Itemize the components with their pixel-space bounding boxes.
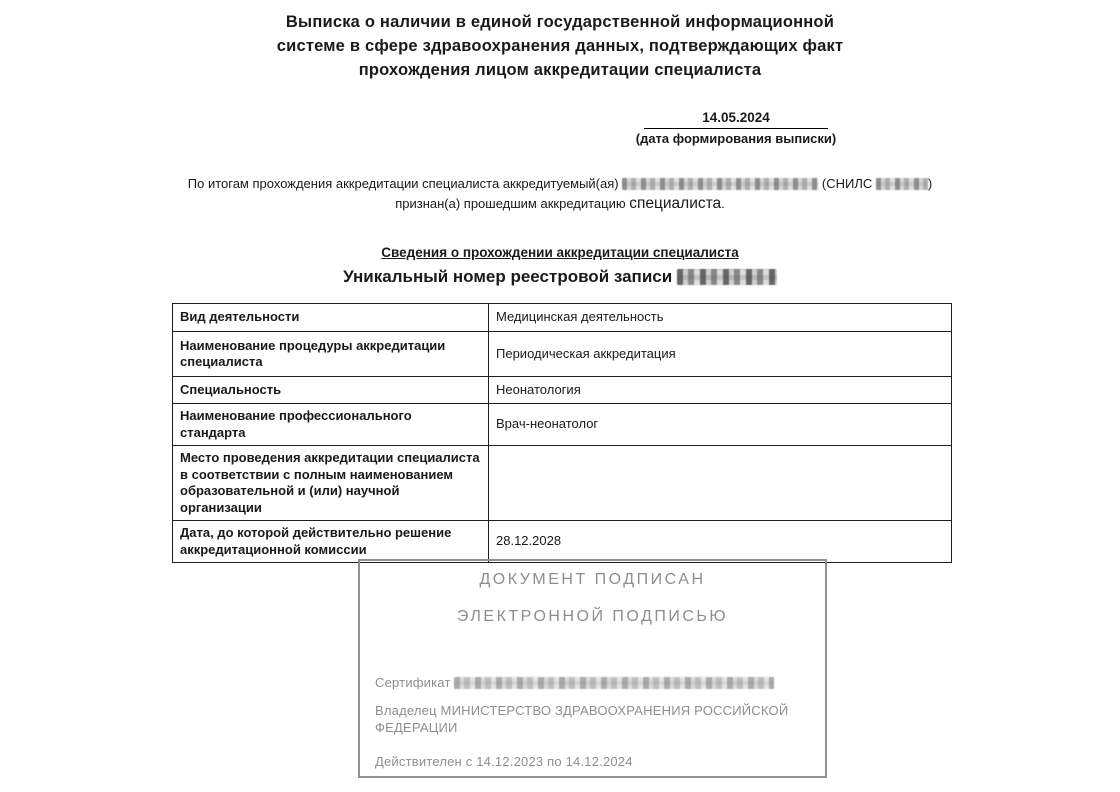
title-line-3: прохождения лицом аккредитации специалиста — [358, 61, 762, 79]
redacted-registry-number — [677, 269, 777, 285]
snils-close-paren: ) — [927, 176, 933, 191]
snils-label: (СНИЛС — [821, 176, 873, 191]
extract-date-block — [586, 110, 886, 146]
table-row — [173, 377, 952, 404]
certificate-owner: Владелец МИНИСТЕРСТВО ЗДРАВООХРАНЕНИЯ РОССИЙСКОЙ ФЕДЕРАЦИИ — [375, 703, 789, 735]
table-row — [173, 446, 952, 521]
certificate-line — [375, 675, 774, 690]
registry-number-line — [0, 267, 1120, 287]
signature-title-line-2: ЭЛЕКТРОННОЙ ПОДПИСЬЮ — [456, 608, 729, 625]
document-title — [0, 10, 1120, 82]
row-label: Дата, до которой действительно решение аккредитационной комиссии — [173, 521, 489, 563]
row-label: Специальность — [173, 377, 489, 404]
intro-specialist-emphasis: специалиста — [629, 195, 722, 212]
row-label: Место проведения аккредитации специалиста в соответствии с полным наименованием образовательной и (или) научной организации — [173, 446, 489, 521]
row-value: Периодическая аккредитация — [489, 332, 952, 377]
intro-line-1 — [0, 174, 1120, 194]
title-line-1: Выписка о наличии в единой государственной информационной — [285, 13, 835, 31]
table-row — [173, 521, 952, 563]
redacted-certificate-number — [454, 677, 774, 689]
date-caption: (дата формирования выписки) — [635, 131, 837, 146]
table-row — [173, 304, 952, 332]
certificate-validity: Действителен с 14.12.2023 по 14.12.2024 — [375, 754, 633, 769]
row-label: Наименование процедуры аккредитации специалиста — [173, 332, 489, 377]
registry-number-label: Уникальный номер реестровой записи — [343, 267, 673, 286]
row-value — [489, 446, 952, 521]
row-label: Вид деятельности — [173, 304, 489, 332]
row-value: Неонатология — [489, 377, 952, 404]
intro-recognized-text: признан(а) прошедшим аккредитацию — [395, 196, 626, 211]
intro-period: . — [721, 196, 725, 211]
row-value: Медицинская деятельность — [489, 304, 952, 332]
date-underline — [644, 128, 828, 129]
signature-title-line-1: ДОКУМЕНТ ПОДПИСАН — [479, 571, 706, 588]
row-label: Наименование профессионального стандарта — [173, 404, 489, 446]
electronic-signature-stamp — [358, 559, 827, 778]
intro-paragraph — [0, 174, 1120, 214]
section-heading: Сведения о прохождении аккредитации специалиста — [381, 245, 739, 260]
extract-date: 14.05.2024 — [702, 110, 770, 125]
redacted-snils-number — [876, 178, 928, 190]
row-value: 28.12.2028 — [489, 521, 952, 563]
title-line-2: системе в сфере здравоохранения данных, подтверждающих факт — [276, 37, 844, 55]
redacted-accredited-name — [622, 178, 818, 190]
row-value: Врач-неонатолог — [489, 404, 952, 446]
intro-text-before-name: По итогам прохождения аккредитации специалиста аккредитуемый(ая) — [187, 176, 619, 191]
accreditation-table — [172, 303, 952, 563]
table-row — [173, 404, 952, 446]
table-row — [173, 332, 952, 377]
intro-line-2 — [0, 194, 1120, 214]
certificate-label: Сертификат — [375, 675, 451, 690]
